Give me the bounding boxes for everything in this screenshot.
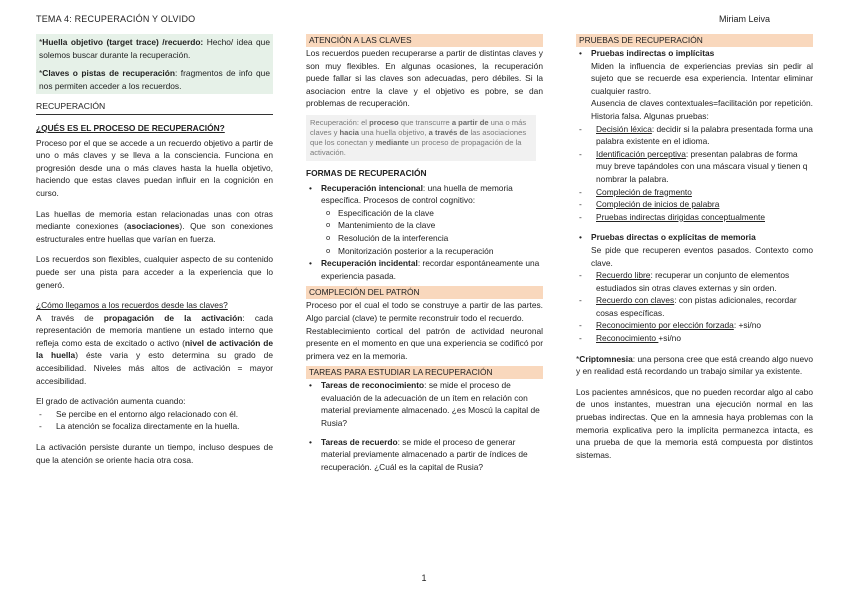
- paragraph: *Criptomnesia: una persona cree que está creando algo nuevo y en realidad está recordando un trabajo similar ya existente.: [576, 353, 813, 377]
- list-item: - Compleción de inicios de palabra: [576, 198, 813, 211]
- paragraph: A través de propagación de la activación: cada representación de memoria mantiene un estado interno que refleja como esta de excitado o activo (nivel de activación de la huella) éste varia y esto determina su grado de accesibilidad. Niveles más altos de activación = mayor accesibilidad.: [36, 312, 274, 386]
- list-item: • Pruebas indirectas o implícitas: [576, 47, 813, 60]
- list-item: - Reconocimiento por elección forzada: +si/no: [576, 319, 813, 332]
- tests-list: [576, 231, 813, 244]
- list-item: - Recuerdo con claves: con pistas adicionales, recordar cosas específicas.: [576, 294, 813, 319]
- section-heading: COMPLECIÓN DEL PATRÓN: [306, 286, 543, 299]
- section-heading: ATENCIÓN A LAS CLAVES: [306, 34, 543, 47]
- definition-retrieval-cues: *Claves o pistas de recuperación: fragmentos de info que nos permiten acceder a los recuerdos.: [39, 68, 270, 91]
- definition-screenshot: Recuperación: el proceso que transcurre a partir de una o más claves y hacia una huella objetivo, a través de las asociaciones que los conectan y mediante un proceso de propagación de la activación.: [306, 115, 536, 161]
- paragraph: Proceso por el cual el todo se construye a partir de las partes. Algo parcial (clave) te permite reconstruir todo el recuerdo.: [306, 300, 543, 323]
- paragraph: Ausencia de claves contextuales=facilitación por repetición. Historia falsa. Algunas pruebas:: [591, 98, 813, 121]
- page-number: 1: [421, 573, 427, 583]
- list-item: - Se percibe en el entorno algo relacionado con él.: [36, 408, 273, 421]
- paragraph: Se pide que recuperen eventos pasados. Contexto como clave.: [591, 244, 813, 268]
- retrieval-forms-list: [306, 182, 543, 207]
- paragraph: Los recuerdos pueden recuperarse a partir de distintas claves y son muy flexibles. En algunas ocasiones, la recuperación puede fallar si las claves son adecuadas, pero débiles. Si la asociacion entre la clave y el objetivo es pobre, se dan problemas de recuperación.: [306, 48, 543, 109]
- tests-list: [576, 47, 813, 60]
- list-item: - Pruebas indirectas dirigidas conceptualmente: [576, 211, 813, 224]
- paragraph: Proceso por el que se accede a un recuerdo objetivo a partir de uno o más claves y se lleva a la consciencia. Funciona en progresión desde una o más claves hasta la huella objetivo, haciendo que estas claves puedan influir en la cognición en curso.: [36, 137, 273, 198]
- paragraph: La activación persiste durante un tiempo, incluso despues de que la atención se oriente hacia otra cosa.: [36, 442, 273, 465]
- list-item: • Tareas de recuerdo: se mide el proceso de generar material previamente almacenado a partir de índices de recuperación. ¿Cuál es la capital de Rusia?: [306, 436, 543, 474]
- paragraph: Los pacientes amnésicos, que no pueden recordar algo al cabo de unos instantes, muestran una ejecución normal en las pruebas indirectas. Que en la amnesia haya problemas con la memoria explicativa pero la implícita permanezca intacta, es una prueba de que la memoria está compuesta por distintos sistemas.: [576, 386, 813, 460]
- list-item: - Recuerdo libre: recuperar un conjunto de elementos estudiados sin otras claves externas y sin orden.: [576, 269, 813, 294]
- list-item: • Pruebas directas o explícitas de memoria: [576, 231, 813, 244]
- paragraph: Los recuerdos son flexibles, cualquier aspecto de su contenido puede ser una pista para acceder a la experiencia que lo generó.: [36, 254, 273, 290]
- list-item: o Monitorización posterior a la recuperación: [306, 245, 543, 258]
- indirect-tests-list: [576, 123, 813, 224]
- tasks-list: [306, 379, 543, 473]
- list-item: - Compleción de fragmento: [576, 186, 813, 199]
- definition-target-trace: *Huella objetivo (target trace) /recuerdo: Hecho/ idea que solemos buscar durante la recuperación.: [39, 37, 271, 60]
- question-heading: ¿Cómo llegamos a los recuerdos desde las claves?: [36, 300, 228, 311]
- section-heading: PRUEBAS DE RECUPERACIÓN: [576, 34, 813, 47]
- document-title: TEMA 4: RECUPERACIÓN Y OLVIDO: [36, 14, 196, 24]
- paragraph: Las huellas de memoria estan relacionadas unas con otras mediante conexiones (asociaciones). Que son conexiones estructurales entre huellas que varían en fuerza.: [36, 208, 273, 244]
- list-item: • Tareas de reconocimiento: se mide el proceso de evaluación de la adecuación de un ítem en relación con material previamente almacenado. ¿es Moscú la capital de Rusia?: [306, 379, 543, 429]
- list-item: - Decisión léxica: decidir si la palabra presentada forma una palabra existente en el idioma.: [576, 123, 813, 148]
- question-heading: ¿QUÉS ES EL PROCESO DE RECUPERACIÓN?: [36, 122, 225, 133]
- section-heading: TAREAS PARA ESTUDIAR LA RECUPERACIÓN: [306, 366, 543, 379]
- paragraph: El grado de activación aumenta cuando:: [36, 396, 186, 407]
- subsection-heading: FORMAS DE RECUPERACIÓN: [306, 167, 427, 178]
- list-item: • Recuperación intencional: una huella de memoria específica. Procesos de control cognitivo:: [306, 182, 543, 207]
- section-title-recuperacion: RECUPERACIÓN: [36, 100, 273, 115]
- list-item: - Reconocimiento +si/no: [576, 332, 813, 345]
- paragraph: Restablecimiento cortical del patrón de actividad neuronal presente en el momento en que una experiencia se codificó por primera vez en la memoria.: [306, 325, 543, 361]
- paragraph: Miden la influencia de experiencias previas sin pedir al sujeto que se recuerde esa experiencia. Intentar eliminar cualquier rastro.: [591, 60, 813, 96]
- column-2: [306, 34, 543, 473]
- retrieval-forms-list: [306, 257, 543, 282]
- definitions-box: [36, 34, 273, 94]
- direct-tests-list: [576, 269, 813, 345]
- author-name: Miriam Leiva: [719, 14, 771, 24]
- list-item: - La atención se focaliza directamente en la huella.: [36, 420, 273, 433]
- list-item: o Especificación de la clave: [306, 207, 543, 220]
- control-processes-list: [306, 207, 543, 257]
- activation-list: [36, 408, 273, 433]
- list-item: o Mantenimiento de la clave: [306, 219, 543, 232]
- list-item: • Recuperación incidental: recordar espontáneamente una experiencia pasada.: [306, 257, 543, 282]
- column-1: [36, 34, 273, 466]
- list-item: o Resolución de la interferencia: [306, 232, 543, 245]
- list-item: - Identificación perceptiva: presentan palabras de forma muy breve tapándoles con una máscara visual y tienen q nombrar la palabra.: [576, 148, 813, 186]
- column-3: [576, 34, 813, 461]
